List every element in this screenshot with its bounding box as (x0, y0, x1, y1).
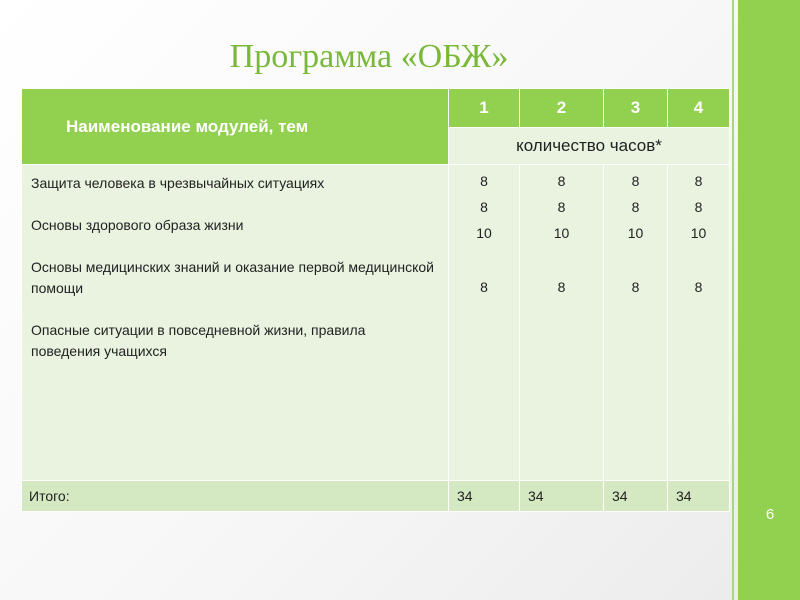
hours-col-4 (668, 165, 730, 481)
page-title: Программа «ОБЖ» (229, 38, 509, 75)
hours-col-3 (604, 165, 668, 481)
table-row-topics (22, 165, 730, 481)
hours-value: 8 (557, 199, 566, 215)
topic-4: Опасные ситуации в повседневной жизни, правила поведения учащихся (31, 322, 366, 359)
total-col-1: 34 (449, 481, 520, 512)
total-col-3: 34 (604, 481, 668, 512)
hours-col-1 (449, 165, 520, 481)
header-col-4: 4 (668, 89, 730, 128)
side-divider-line (732, 0, 734, 600)
total-label: Итого: (22, 481, 449, 512)
program-table (21, 88, 730, 512)
hours-col-2 (520, 165, 604, 481)
topic-2: Основы здорового образа жизни (31, 217, 244, 233)
hours-value: 8 (631, 199, 640, 215)
header-module-name: Наименование модулей, тем (22, 89, 449, 165)
total-col-2: 34 (520, 481, 604, 512)
hours-value: 8 (480, 173, 488, 189)
topic-3: Основы медицинских знаний и оказание первой медицинской помощи (31, 259, 434, 296)
total-col-4: 34 (668, 481, 730, 512)
hours-value: 8 (694, 279, 703, 295)
header-col-2: 2 (520, 89, 604, 128)
hours-value: 8 (557, 173, 566, 189)
hours-value: 10 (627, 225, 644, 241)
topic-1: Защита человека в чрезвычайных ситуациях (31, 175, 325, 191)
slide-number: 6 (765, 506, 775, 523)
hours-value: 10 (476, 225, 492, 241)
hours-value: 8 (557, 279, 566, 295)
hours-value: 8 (631, 279, 640, 295)
hours-subheader: количество часов* (449, 128, 730, 165)
hours-value: 8 (694, 199, 703, 215)
table-row-total (22, 481, 730, 512)
header-col-3: 3 (604, 89, 668, 128)
header-col-1: 1 (449, 89, 520, 128)
hours-value: 8 (631, 173, 640, 189)
hours-value: 8 (480, 199, 488, 215)
header-row (22, 89, 730, 128)
hours-value: 8 (694, 173, 703, 189)
hours-value: 8 (480, 279, 488, 295)
topics-cell (22, 165, 449, 481)
hours-value: 10 (690, 225, 707, 241)
hours-value: 10 (553, 225, 570, 241)
